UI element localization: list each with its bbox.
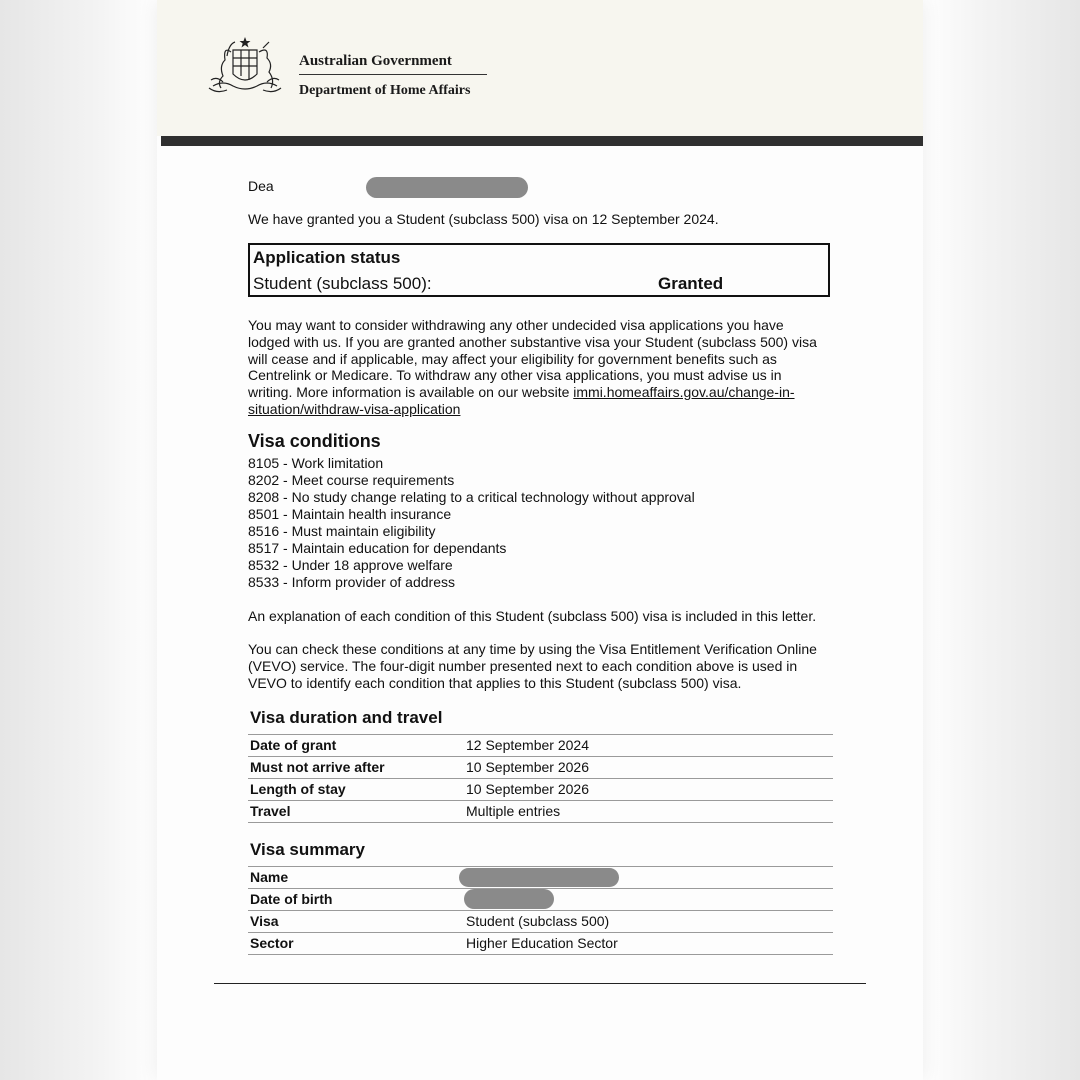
table-row	[248, 867, 833, 889]
org-name: Australian Government	[299, 53, 452, 69]
condition-item: 8105 - Work limitation	[248, 455, 384, 471]
withdraw-text: You may want to consider withdrawing any other undecided visa applications you have lodged with us. If you are granted another substantive visa your Student (subclass 500) visa will cease and if applicable, may affect your eligibility for government benefits such as Centrelink or Medicare. To withdraw any other visa applications, you must advise us in writing. More information is available on our website	[248, 317, 817, 401]
redacted-recipient-name	[366, 177, 528, 198]
status-badge: Granted	[658, 274, 724, 293]
duration-table	[248, 734, 833, 823]
table-row	[248, 911, 833, 933]
row-value: Multiple entries	[466, 803, 561, 819]
row-label: Length of stay	[250, 781, 346, 797]
row-value: 10 September 2026	[466, 759, 589, 775]
header-band	[161, 136, 923, 146]
table-row	[248, 735, 833, 757]
withdraw-link[interactable]: immi.homeaffairs.gov.au/change-in-situation/withdraw-visa-application	[248, 384, 795, 417]
duration-heading: Visa duration and travel	[250, 708, 443, 727]
redacted-date-of-birth	[464, 889, 554, 909]
row-label: Name	[250, 869, 289, 885]
table-row	[248, 801, 833, 823]
row-label: Must not arrive after	[250, 759, 385, 775]
status-visa-label: Student (subclass 500):	[253, 274, 432, 293]
redacted-name	[459, 868, 619, 887]
withdraw-paragraph	[248, 317, 828, 418]
row-label: Travel	[250, 803, 291, 819]
row-value: 10 September 2026	[466, 781, 589, 797]
department-name: Department of Home Affairs	[299, 83, 471, 98]
row-label: Date of birth	[250, 891, 333, 907]
background-right	[920, 0, 1080, 1080]
letterhead-divider	[299, 74, 487, 75]
letterhead	[157, 0, 923, 136]
row-label: Visa	[250, 913, 279, 929]
conditions-list	[248, 455, 695, 591]
condition-item: 8533 - Inform provider of address	[248, 574, 455, 590]
table-row	[248, 779, 833, 801]
footer-divider	[214, 983, 866, 984]
condition-item: 8517 - Maintain education for dependants	[248, 540, 507, 556]
condition-item: 8501 - Maintain health insurance	[248, 506, 452, 522]
summary-heading: Visa summary	[250, 840, 365, 859]
coat-of-arms-icon	[203, 36, 287, 100]
condition-item: 8516 - Must maintain eligibility	[248, 523, 436, 539]
row-label: Date of grant	[250, 737, 337, 753]
status-title: Application status	[253, 248, 401, 267]
application-status-box	[248, 243, 830, 297]
table-row	[248, 889, 833, 911]
condition-item: 8532 - Under 18 approve welfare	[248, 557, 453, 573]
condition-item: 8208 - No study change relating to a critical technology without approval	[248, 489, 695, 505]
greeting: Dea	[248, 178, 274, 194]
summary-table	[248, 866, 833, 955]
letter-page	[157, 0, 923, 1080]
condition-item: 8202 - Meet course requirements	[248, 472, 455, 488]
table-row	[248, 757, 833, 779]
row-label: Sector	[250, 935, 294, 951]
conditions-explanation: An explanation of each condition of this Student (subclass 500) visa is included in this letter.	[248, 608, 817, 624]
table-row	[248, 933, 833, 955]
row-value: Higher Education Sector	[466, 935, 618, 951]
conditions-heading: Visa conditions	[248, 431, 381, 451]
vevo-paragraph: You can check these conditions at any time by using the Visa Entitlement Verification Online (VEVO) service. The four-digit number presented next to each condition above is used in VEVO to identify each condition that applies to this Student (subclass 500) visa.	[248, 641, 817, 691]
background-left	[0, 0, 160, 1080]
row-value: 12 September 2024	[466, 737, 589, 753]
grant-statement: We have granted you a Student (subclass 500) visa on 12 September 2024.	[248, 211, 719, 227]
row-value: Student (subclass 500)	[466, 913, 610, 929]
